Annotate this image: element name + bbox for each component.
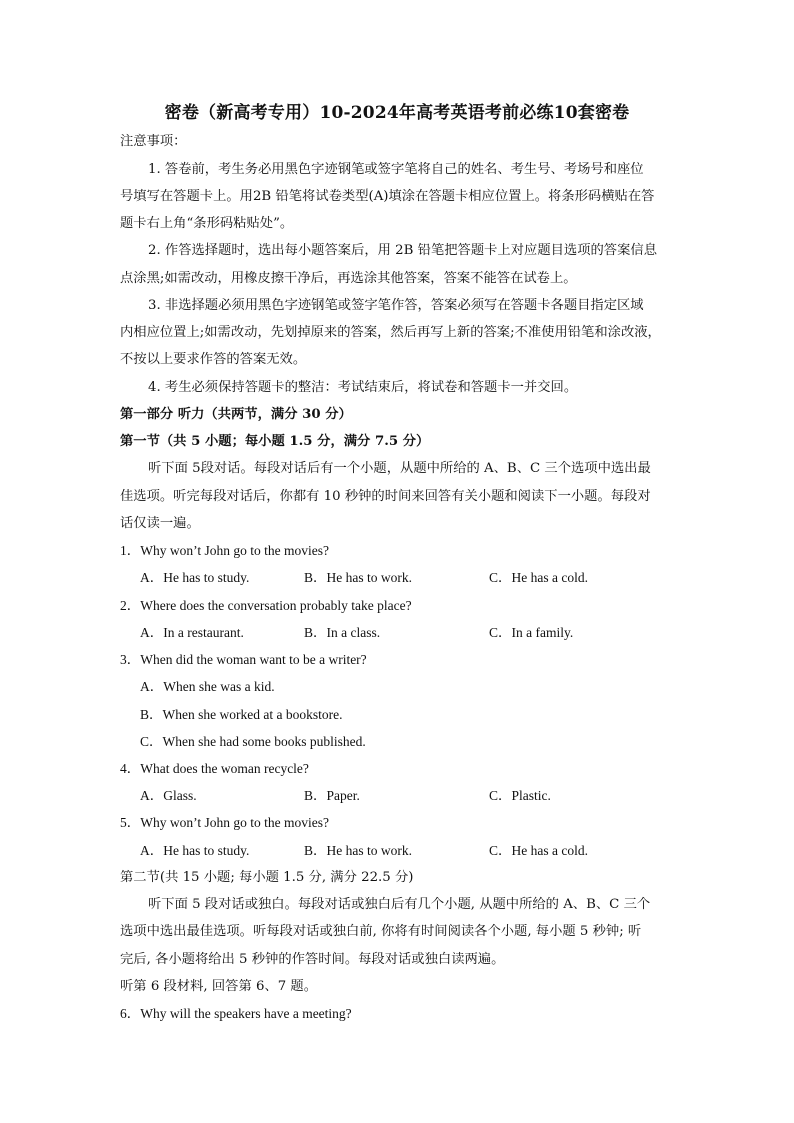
notice-line-6: 3. 非选择题必须用黑色字迹钢笔或签字笔作答，答案必须写在答题卡各题目指定区域 <box>148 298 644 313</box>
question-2-option-b: B．In a class. <box>304 625 381 640</box>
question-3-stem: 3．When did the woman want to be a writer? <box>120 652 367 667</box>
notice-line-2: 号填写在答题卡上。用2B 铅笔将试卷类型(A)填涂在答题卡相应位置上。将条形码横贴在答 <box>120 189 655 204</box>
material-note: 听第 6 段材料, 回答第 6、7 题。 <box>120 979 318 994</box>
question-2-option-c: C．In a family. <box>489 625 574 640</box>
notice-heading: 注意事项： <box>120 134 187 149</box>
section1-instruction-2: 佳选项。听完每段对话后，你都有 10 秒钟的时间来回答有关小题和阅读下一小题。每段对 <box>120 489 651 504</box>
section1-instruction-1: 听下面 5段对话。每段对话后有一个小题，从题中所给的 A、B、C 三个选项中选出最 <box>148 461 651 476</box>
question-6-stem: 6．Why will the speakers have a meeting? <box>120 1006 352 1021</box>
question-1-option-a: A．He has to study. <box>140 570 250 585</box>
question-2-option-a: A．In a restaurant. <box>140 625 244 640</box>
question-5-option-a: A．He has to study. <box>140 843 250 858</box>
notice-line-8: 不按以上要求作答的答案无效。 <box>120 352 307 367</box>
notice-line-7: 内相应位置上;如需改动，先划掉原来的答案，然后再写上新的答案;不准使用铅笔和涂改液， <box>120 325 661 340</box>
question-5-option-b: B．He has to work. <box>304 843 412 858</box>
section2-instruction-3: 完后, 各小题将给出 5 秒钟的作答时间。每段对话或独白读两遍。 <box>120 952 505 967</box>
question-1-option-c: C．He has a cold. <box>489 570 588 585</box>
page-title: 密卷（新高考专用）10-2024年高考英语考前必练10套密卷 <box>164 103 630 123</box>
question-4-option-b: B．Paper. <box>304 788 360 803</box>
question-1-option-b: B．He has to work. <box>304 570 412 585</box>
question-3-option-c: C．When she had some books published. <box>140 734 366 749</box>
part1-heading: 第一部分 听力（共两节，满分 30 分） <box>120 407 352 422</box>
notice-line-1: 1. 答卷前，考生务必用黑色字迹钢笔或签字笔将自己的姓名、考生号、考场号和座位 <box>148 162 644 177</box>
question-4-option-a: A．Glass. <box>140 788 197 803</box>
notice-line-9: 4. 考生必须保持答题卡的整洁：考试结束后，将试卷和答题卡一并交回。 <box>148 380 578 395</box>
question-1-stem: 1．Why won’t John go to the movies? <box>120 543 329 558</box>
question-3-option-b: B．When she worked at a bookstore. <box>140 707 343 722</box>
section2-heading: 第二节(共 15 小题; 每小题 1.5 分, 满分 22.5 分) <box>120 870 414 885</box>
question-5-stem: 5．Why won’t John go to the movies? <box>120 815 329 830</box>
notice-line-5: 点涂黑;如需改动，用橡皮擦干净后，再选涂其他答案，答案不能答在试卷上。 <box>120 271 577 286</box>
question-5-option-c: C．He has a cold. <box>489 843 588 858</box>
question-2-stem: 2．Where does the conversation probably take place? <box>120 598 412 613</box>
question-3-option-a: A．When she was a kid. <box>140 679 275 694</box>
notice-line-4: 2. 作答选择题时，选出每小题答案后，用 2B 铅笔把答题卡上对应题目选项的答案信息 <box>148 243 657 258</box>
section1-heading: 第一节（共 5 小题；每小题 1.5 分，满分 7.5 分） <box>120 434 430 449</box>
section2-instruction-1: 听下面 5 段对话或独白。每段对话或独白后有几个小题, 从题中所给的 A、B、C 三个 <box>148 897 651 912</box>
notice-line-3: 题卡右上角“条形码粘贴处”。 <box>120 216 294 231</box>
section2-instruction-2: 选项中选出最佳选项。听每段对话或独白前, 你将有时间阅读各个小题, 每小题 5 秒钟; 听 <box>120 924 642 939</box>
question-4-option-c: C．Plastic. <box>489 788 551 803</box>
question-4-stem: 4．What does the woman recycle? <box>120 761 309 776</box>
section1-instruction-3: 话仅读一遍。 <box>120 516 200 531</box>
